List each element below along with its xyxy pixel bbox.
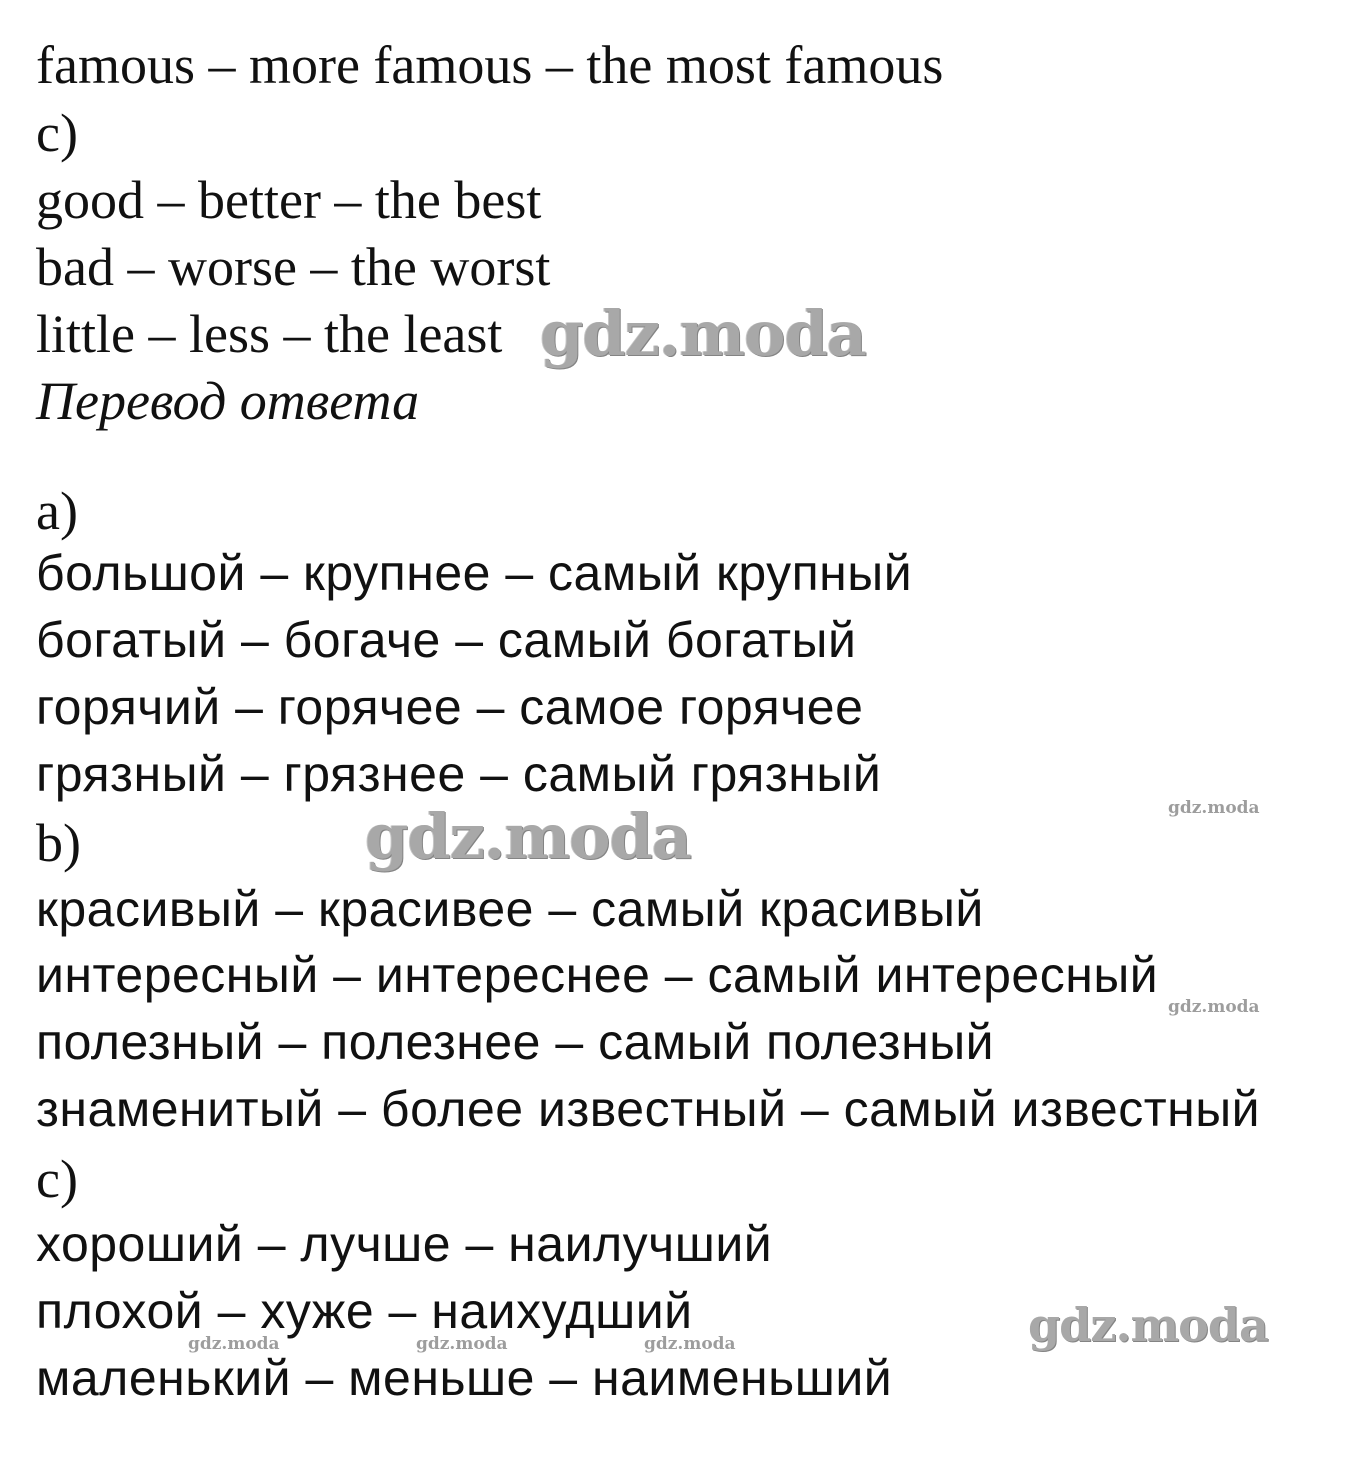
line-c-1: хороший – лучше – наилучший [36,1216,773,1272]
line-b-3: полезный – полезнее – самый полезный [36,1014,995,1070]
watermark-large: gdz.moda [365,800,691,873]
line-a-1: большой – крупнее – самый крупный [36,545,913,601]
section-label-a: a) [36,481,78,541]
watermark-small: gdz.moda [1168,997,1260,1017]
watermark-small: gdz.moda [644,1334,736,1354]
line-c-3: маленький – меньше – наименьший [36,1350,893,1406]
line-b-2: интересный – интереснее – самый интересный [36,947,1159,1003]
line-c-2: плохой – хуже – наихудший [36,1283,693,1339]
line-little: little – less – the least [36,304,503,364]
watermark-medium: gdz.moda [1028,1298,1268,1352]
line-bad: bad – worse – the worst [36,237,551,297]
line-good: good – better – the best [36,170,542,230]
line-b-1: красивый – красивее – самый красивый [36,881,984,937]
line-b-4: знаменитый – более известный – самый известный [36,1081,1261,1137]
line-a-3: горячий – горячее – самое горячее [36,679,864,735]
section-label-b: b) [36,813,81,873]
translation-heading: Перевод ответа [36,371,420,431]
watermark-small: gdz.moda [1168,798,1260,818]
line-a-4: грязный – грязнее – самый грязный [36,746,882,802]
watermark-large: gdz.moda [540,297,866,370]
line-a-2: богатый – богаче – самый богатый [36,612,857,668]
section-label-c-english: c) [36,103,78,163]
watermark-small: gdz.moda [188,1334,280,1354]
line-famous: famous – more famous – the most famous [36,35,944,95]
section-label-c-russian: c) [36,1149,78,1209]
watermark-small: gdz.moda [416,1334,508,1354]
